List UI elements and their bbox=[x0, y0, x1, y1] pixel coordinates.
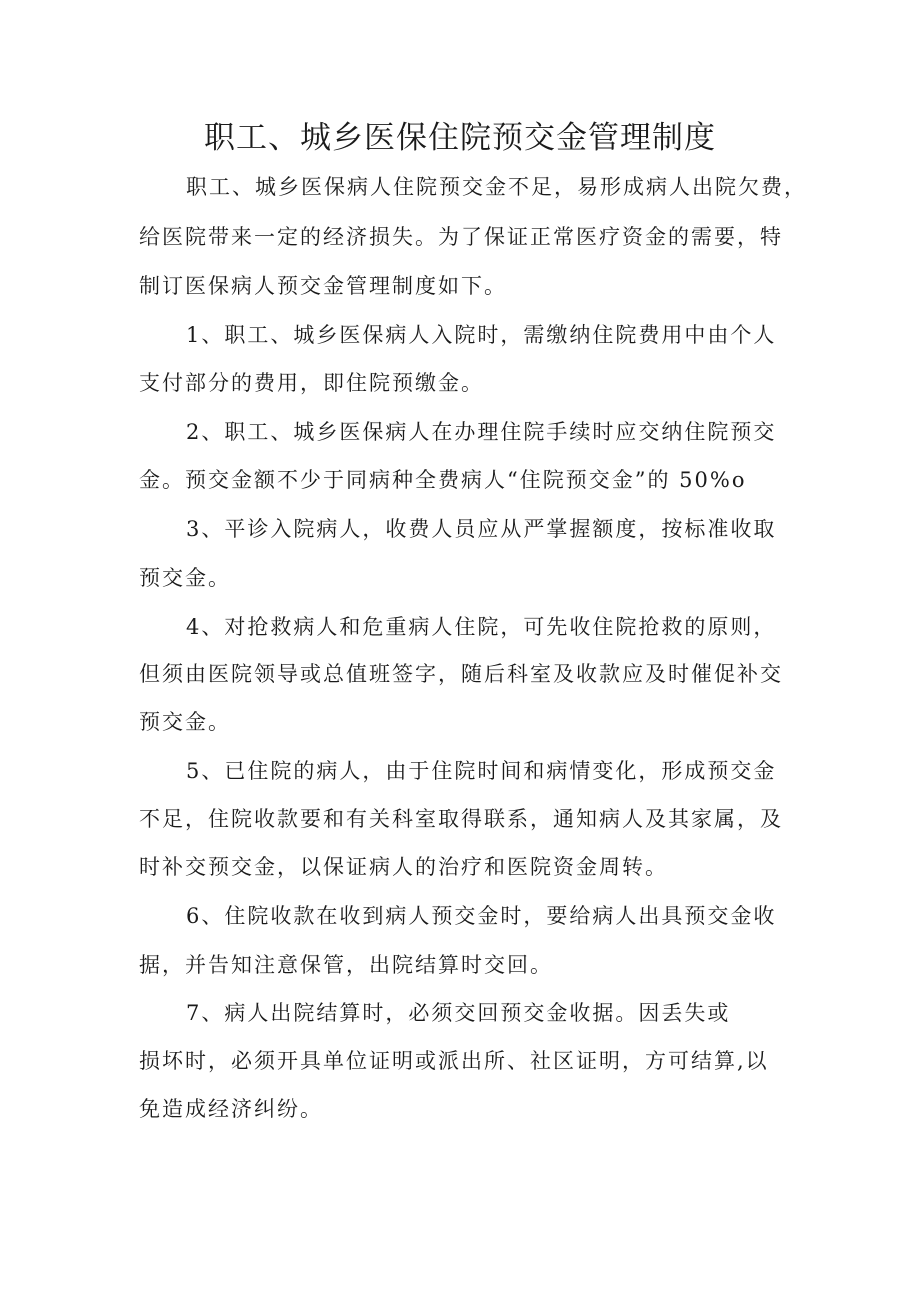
item-7-line-1: 7、病人出院结算时，必须交回预交金收据。因丢失或 bbox=[186, 1001, 731, 1025]
item-1-line-1: 1、职工、城乡医保病人入院时，需缴纳住院费用中由个人 bbox=[186, 323, 777, 347]
item-4-line-2: 但须由医院领导或总值班签字，随后科室及收款应及时催促补交 bbox=[139, 662, 783, 686]
item-3-line-2: 预交金。 bbox=[139, 566, 231, 590]
item-2-line-2: 金。预交金额不少于同病种全费病人“住院预交金”的 50%o bbox=[139, 468, 747, 492]
paragraph-intro-line-3: 制订医保病人预交金管理制度如下。 bbox=[139, 274, 507, 298]
item-4-line-3: 预交金。 bbox=[139, 710, 231, 734]
item-5-line-2: 不足，住院收款要和有关科室取得联系，通知病人及其家属，及 bbox=[139, 807, 783, 831]
item-6-line-2: 据，并告知注意保管，出院结算时交回。 bbox=[139, 953, 553, 977]
item-7-line-2: 损坏时，必须开具单位证明或派出所、社区证明，方可结算,以 bbox=[139, 1049, 769, 1073]
item-3-line-1: 3、平诊入院病人，收费人员应从严掌握额度，按标准收取 bbox=[186, 517, 777, 541]
document-title: 职工、城乡医保住院预交金管理制度 bbox=[204, 120, 716, 156]
item-1-line-2: 支付部分的费用，即住院预缴金。 bbox=[139, 371, 484, 395]
paragraph-intro-line-2: 给医院带来一定的经济损失。为了保证正常医疗资金的需要，特 bbox=[139, 225, 783, 249]
item-6-line-1: 6、住院收款在收到病人预交金时，要给病人出具预交金收 bbox=[186, 904, 777, 928]
item-5-line-1: 5、已住院的病人，由于住院时间和病情变化，形成预交金 bbox=[186, 759, 777, 783]
item-5-line-3: 时补交预交金，以保证病人的治疗和医院资金周转。 bbox=[139, 855, 668, 879]
paragraph-intro-line-1: 职工、城乡医保病人住院预交金不足，易形成病人出院欠费， bbox=[186, 175, 807, 199]
item-7-line-3: 免造成经济纠纷。 bbox=[139, 1097, 323, 1121]
item-2-line-1: 2、职工、城乡医保病人在办理住院手续时应交纳住院预交 bbox=[186, 420, 777, 444]
item-4-line-1: 4、对抢救病人和危重病人住院，可先收住院抢救的原则， bbox=[186, 615, 777, 639]
